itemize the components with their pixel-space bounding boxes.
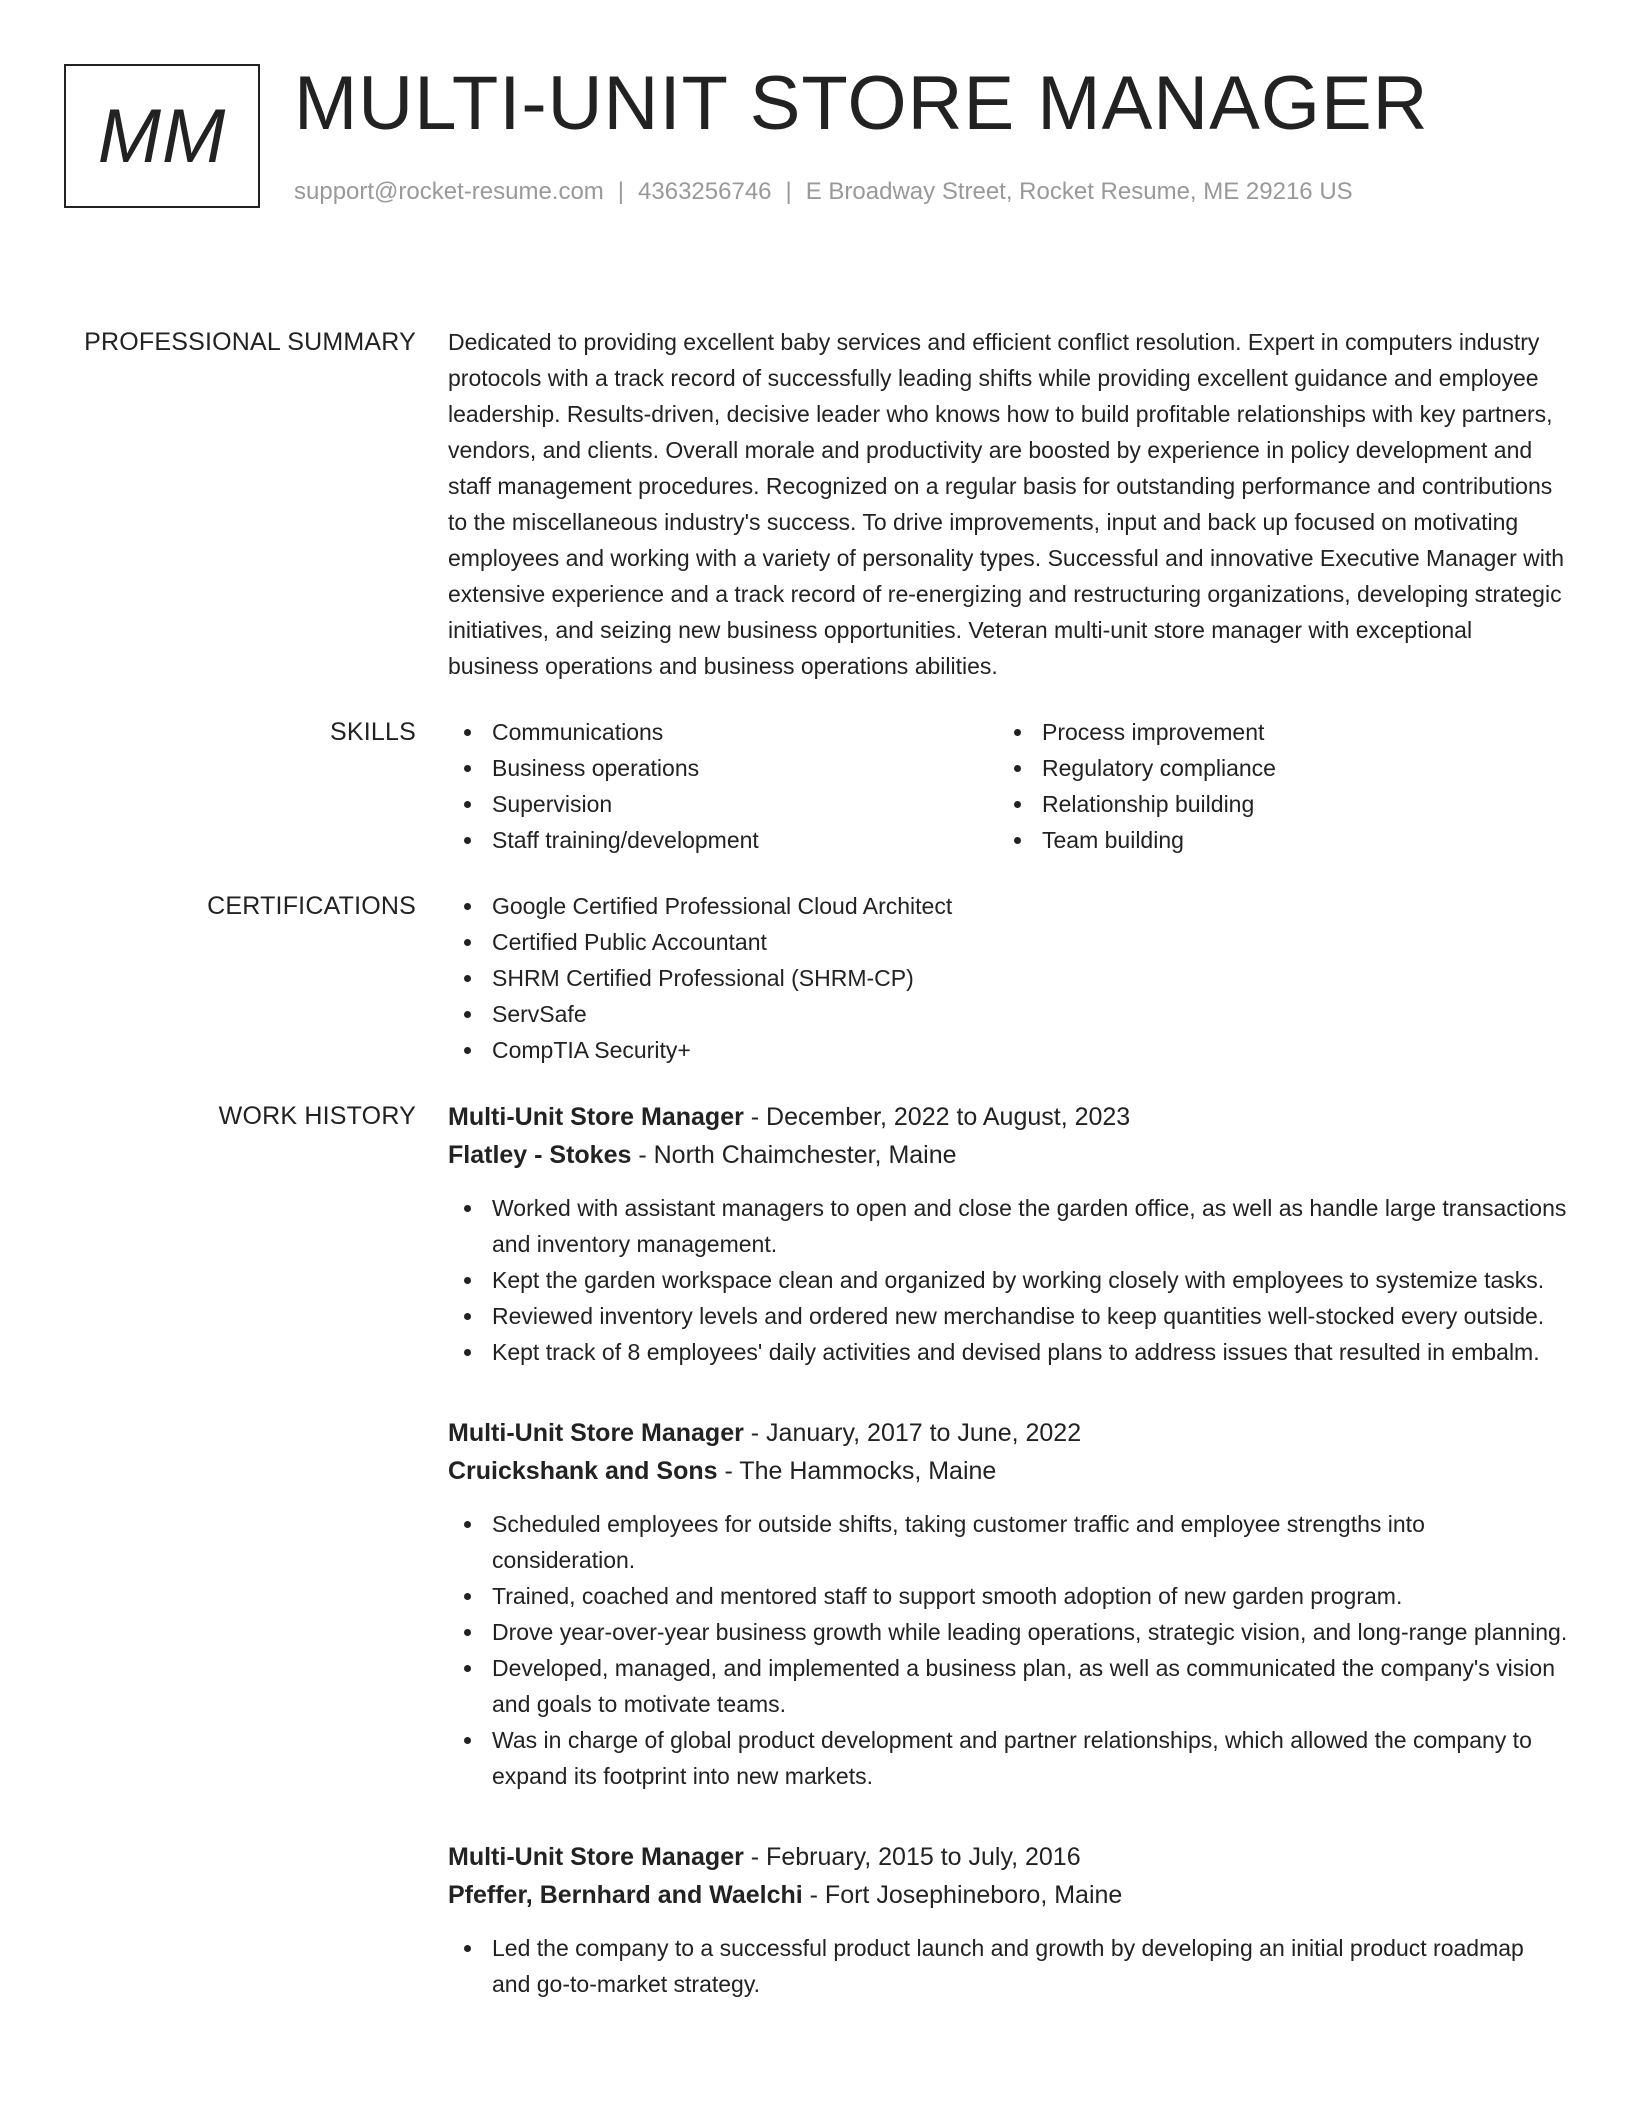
job-title-line xyxy=(448,1838,1568,1876)
contact-email[interactable]: support@rocket-resume.com xyxy=(294,178,604,205)
section-heading: PROFESSIONAL SUMMARY xyxy=(84,328,416,356)
job-company: Pfeffer, Bernhard and Waelchi xyxy=(448,1881,803,1909)
job-entry xyxy=(448,1838,1568,2002)
job-bullet: Reviewed inventory levels and ordered new merchandise to keep quantities well-stocked every outside. xyxy=(448,1298,1568,1334)
summary-text: Dedicated to providing excellent baby services and efficient conflict resolution. Expert in computers industry protocols with a track record of successfully leading shifts while providing excellent guidance and employee leadership. Results-driven, decisive leader who knows how to build profitable relationships with key partners, vendors, and clients. Overall morale and productivity are boosted by experience in policy development and staff management procedures. Recognized on a regular basis for outstanding performance and contributions to the miscellaneous industry's success. To drive improvements, input and back up focused on motivating employees and working with a variety of personality types. Successful and innovative Executive Manager with extensive experience and a track record of re-energizing and restructuring organizations, developing strategic initiatives, and seizing new business opportunities. Veteran multi-unit store manager with exceptional business operations and business operations abilities. xyxy=(448,329,1565,679)
job-company: Flatley - Stokes xyxy=(448,1141,632,1169)
skills-section xyxy=(64,714,1568,858)
contact-phone[interactable]: 4363256746 xyxy=(638,178,772,205)
resume-name: MULTI-UNIT STORE MANAGER xyxy=(294,61,1429,146)
certifications-section xyxy=(64,888,1568,1068)
job-title: Multi-Unit Store Manager xyxy=(448,1103,744,1131)
skill-item: Supervision xyxy=(448,786,998,822)
professional-summary-section xyxy=(64,324,1568,684)
job-company-line xyxy=(448,1136,1568,1174)
job-bullet: Kept track of 8 employees' daily activities and devised plans to address issues that resulted in embalm. xyxy=(448,1334,1568,1370)
resume-header xyxy=(64,61,1568,254)
job-bullet: Trained, coached and mentored staff to support smooth adoption of new garden program. xyxy=(448,1578,1568,1614)
job-entry xyxy=(448,1414,1568,1794)
job-bullet: Drove year-over-year business growth while leading operations, strategic vision, and long-range planning. xyxy=(448,1614,1568,1650)
job-dates: - January, 2017 to June, 2022 xyxy=(743,1419,1082,1447)
job-bullet: Was in charge of global product development and partner relationships, which allowed the company to expand its footprint into new markets. xyxy=(448,1722,1568,1794)
job-bullets xyxy=(448,1930,1568,2002)
job-bullets xyxy=(448,1190,1568,1370)
section-heading: CERTIFICATIONS xyxy=(207,892,416,920)
skill-item: Team building xyxy=(998,822,1548,858)
job-location: - The Hammocks, Maine xyxy=(717,1457,997,1485)
job-bullet: Worked with assistant managers to open and close the garden office, as well as handle large transactions and inventory management. xyxy=(448,1190,1568,1262)
skill-item: Staff training/development xyxy=(448,822,998,858)
job-location: - Fort Josephineboro, Maine xyxy=(802,1881,1123,1909)
work-history-body xyxy=(448,1098,1568,2026)
skill-item: Communications xyxy=(448,714,998,750)
contact-address: E Broadway Street, Rocket Resume, ME 29216 US xyxy=(805,178,1353,205)
header-info xyxy=(294,61,1429,206)
skills-column-1 xyxy=(448,714,998,858)
job-company: Cruickshank and Sons xyxy=(448,1457,718,1485)
skills-list xyxy=(448,714,1568,858)
job-bullet: Developed, managed, and implemented a business plan, as well as communicated the company's vision and goals to motivate teams. xyxy=(448,1650,1568,1722)
skill-item: Relationship building xyxy=(998,786,1548,822)
certification-item: Certified Public Accountant xyxy=(448,924,1568,960)
job-entry xyxy=(448,1098,1568,1370)
job-bullet: Kept the garden workspace clean and organized by working closely with employees to systemize tasks. xyxy=(448,1262,1568,1298)
job-bullets xyxy=(448,1506,1568,1794)
job-location: - North Chaimchester, Maine xyxy=(631,1141,957,1169)
job-company-line xyxy=(448,1876,1568,1914)
skill-item: Regulatory compliance xyxy=(998,750,1548,786)
job-title-line xyxy=(448,1098,1568,1136)
certification-item: ServSafe xyxy=(448,996,1568,1032)
monogram-initials: MM xyxy=(97,93,227,179)
job-dates: - February, 2015 to July, 2016 xyxy=(743,1843,1081,1871)
contact-separator: | xyxy=(617,178,625,205)
section-heading: WORK HISTORY xyxy=(218,1102,416,1130)
skill-item: Process improvement xyxy=(998,714,1548,750)
monogram-box xyxy=(64,64,260,208)
certifications-list xyxy=(448,888,1568,1068)
work-history-section xyxy=(64,1098,1568,2026)
job-title-line xyxy=(448,1414,1568,1452)
contact-line xyxy=(294,178,1429,206)
job-company-line xyxy=(448,1452,1568,1490)
certification-item: CompTIA Security+ xyxy=(448,1032,1568,1068)
certifications-body xyxy=(448,888,1568,1068)
section-heading: SKILLS xyxy=(330,718,416,746)
certification-item: Google Certified Professional Cloud Architect xyxy=(448,888,1568,924)
job-title: Multi-Unit Store Manager xyxy=(448,1419,744,1447)
skills-column-2 xyxy=(998,714,1548,858)
contact-separator: | xyxy=(785,178,792,205)
skill-item: Business operations xyxy=(448,750,998,786)
certification-item: SHRM Certified Professional (SHRM-CP) xyxy=(448,960,1568,996)
job-bullet: Scheduled employees for outside shifts, taking customer traffic and employee strengths into consideration. xyxy=(448,1506,1568,1578)
job-bullet: Led the company to a successful product launch and growth by developing an initial product roadmap and go-to-market strategy. xyxy=(448,1930,1568,2002)
job-title: Multi-Unit Store Manager xyxy=(448,1843,744,1871)
job-dates: - December, 2022 to August, 2023 xyxy=(743,1103,1131,1131)
